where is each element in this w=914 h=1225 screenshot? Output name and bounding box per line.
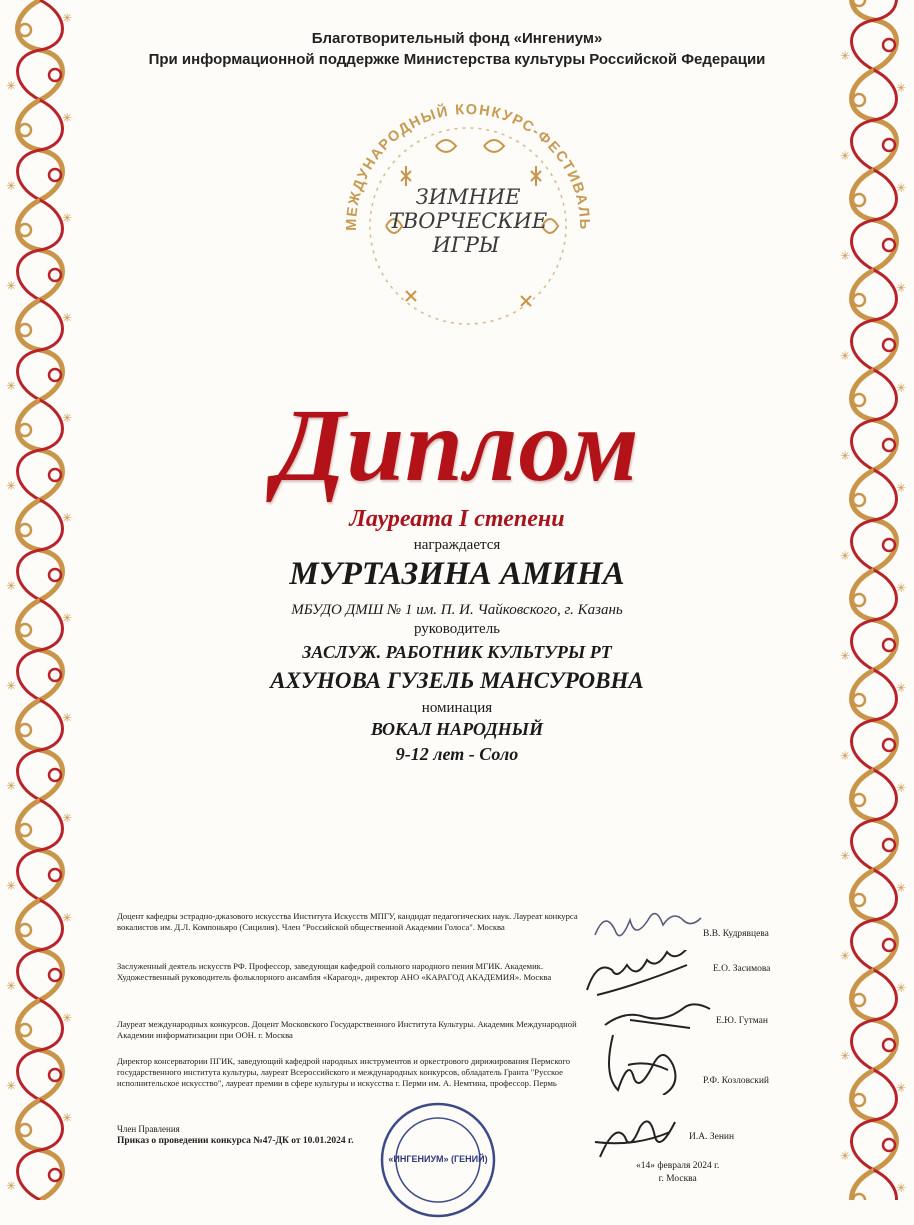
diploma-title: Диплом xyxy=(274,388,640,503)
jury-name-4: Р.Ф. Козловский xyxy=(703,1076,770,1086)
jury-name-2: Е.О. Засимова xyxy=(713,964,771,974)
support-line: При информационной поддержке Министерства культуры Российской Федерации xyxy=(148,51,766,68)
jury-description-1: Доцент кафедры эстрадно-джазового искусства Института Искусств МПГУ, кандидат педагогических наук. Лауреат конкурса вокалистов им. Д.Л. Компоньяро (Сицилия). Член "Российской общественной Академии Голоса". Москва xyxy=(117,911,578,932)
emblem-arc-text: МЕЖДУНАРОДНЫЙ КОНКУРС-ФЕСТИВАЛЬ xyxy=(343,101,593,231)
board-member-name: И.А. Зенин xyxy=(689,1132,735,1142)
jury-name-3: Е.Ю. Гутман xyxy=(716,1016,768,1026)
foundation-line: Благотворительный фонд «Ингениум» xyxy=(311,30,603,47)
jury-name-1: В.В. Кудрявцева xyxy=(703,929,769,939)
signature-zenin xyxy=(590,1112,680,1167)
signature-kozlovsky xyxy=(598,1030,688,1095)
date-line: «14» февраля 2024 г. xyxy=(636,1161,720,1171)
age-category: 9-12 лет - Соло xyxy=(395,744,519,764)
emblem-word-1: ЗИМНИЕ xyxy=(415,185,521,209)
awarded-label: награждается xyxy=(413,537,501,553)
right-ornament-border xyxy=(834,0,914,1200)
laureate-degree: Лауреата I степени xyxy=(349,506,565,532)
leader-name: АХУНОВА ГУЗЕЛЬ МАНСУРОВНА xyxy=(270,668,644,693)
jury-description-2: Заслуженный деятель искусств РФ. Профессор, заведующая кафедрой сольного народного пения МГИК. Академик. Художественный руководитель фольклорного ансамбля «Карагод», директор АНО «КАРАГОД АКАДЕМИЯ». Москва xyxy=(117,961,552,982)
jury-description-3: Лауреат международных конкурсов. Доцент Московского Государственного Института Культуры. Академик Международной Академии информатизации при ООН. г. Москва xyxy=(117,1019,577,1040)
ornament-pattern-left xyxy=(0,0,80,1200)
emblem-word-2: ТВОРЧЕСКИЕ xyxy=(388,209,548,233)
nomination: ВОКАЛ НАРОДНЫЙ xyxy=(370,719,544,739)
school-name: МБУДО ДМШ № 1 им. П. И. Чайковского, г. Казань xyxy=(291,602,623,618)
left-ornament-border xyxy=(0,0,80,1200)
ornament-pattern-right xyxy=(834,0,914,1200)
city-line: г. Москва xyxy=(658,1174,697,1184)
festival-emblem xyxy=(316,76,616,346)
seal-text: «ИНГЕНИУМ» (ГЕНИЙ) xyxy=(388,1154,488,1164)
leader-title: ЗАСЛУЖ. РАБОТНИК КУЛЬТУРЫ РТ xyxy=(302,642,612,662)
signature-zasimova xyxy=(582,950,697,1000)
signature-kudryavtseva xyxy=(590,910,705,950)
issue-date xyxy=(636,1160,719,1186)
leader-label: руководитель xyxy=(413,621,501,637)
order-reference: Приказ о проведении конкурса №47-ДК от 10.01.2024 г. xyxy=(117,1136,354,1146)
emblem-word-3: ИГРЫ xyxy=(432,233,500,257)
organization-seal xyxy=(378,1100,498,1220)
nomination-label: номинация xyxy=(421,700,493,716)
board-member-label: Член Правления xyxy=(117,1124,180,1134)
recipient-name: МУРТАЗИНА АМИНА xyxy=(289,556,625,592)
jury-description-4: Директор консерватории ПГИК, заведующий кафедрой народных инструментов и оркестрового дирижирования Пермского государственного института культуры, лауреат Всероссийского и международных конкурсов, обладатель Гранта "Русское исполнительское искусство", лауреат премии в сфере культуры и искусства г. Перми им. А. Немтина, профессор. Пермь xyxy=(117,1056,570,1088)
